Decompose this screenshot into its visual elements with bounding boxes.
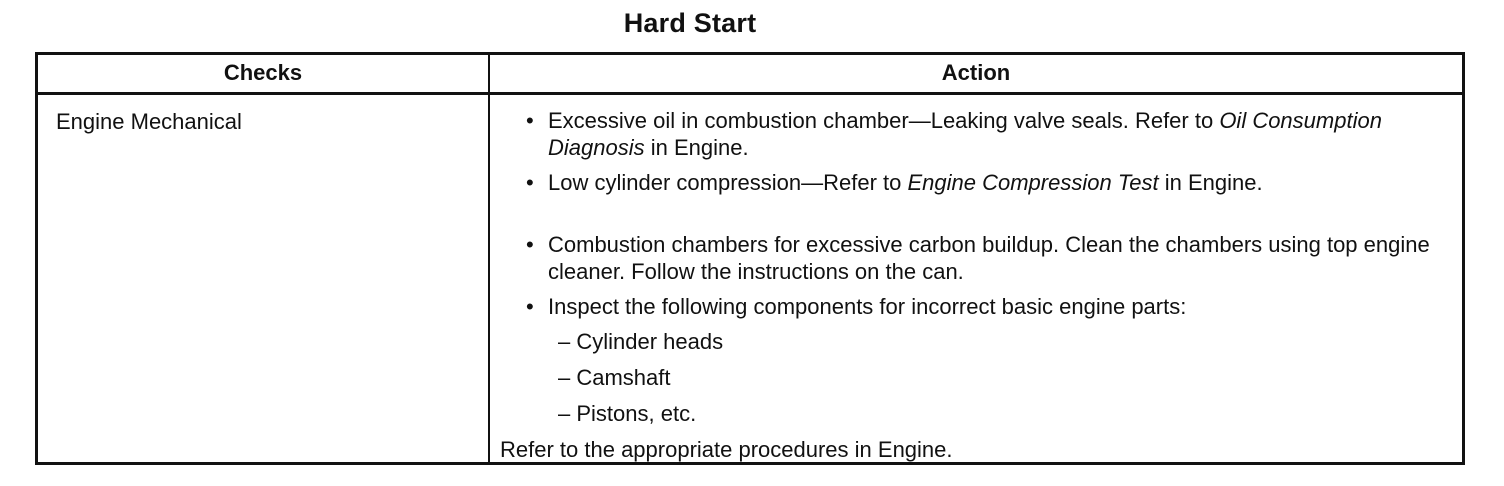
bullet-text-end: in Engine. xyxy=(644,135,749,160)
bullet-dot: • xyxy=(526,294,534,319)
action-cell xyxy=(498,107,1448,463)
header-checks: Checks xyxy=(223,60,303,85)
bullet-text-end: in Engine. xyxy=(1158,170,1263,195)
bullet-text: Combustion chambers for excessive carbon buildup. Clean the chambers using top engine cleaner. Follow the instructions on the can. xyxy=(548,232,1430,284)
spacer xyxy=(498,204,1448,231)
sub-item-camshaft: – Camshaft xyxy=(558,365,671,390)
page-title: Hard Start xyxy=(623,8,757,38)
sub-item-cylinder-heads: – Cylinder heads xyxy=(558,329,724,354)
action-bullet xyxy=(498,231,1448,285)
action-bullet xyxy=(498,107,1448,161)
bullet-dot: • xyxy=(526,108,534,133)
column-divider xyxy=(488,55,490,462)
header-action: Action xyxy=(941,60,1011,85)
bullet-italic-reference: Engine Compression Test xyxy=(907,170,1159,195)
sub-item-pistons: – Pistons, etc. xyxy=(558,401,697,426)
bullet-dot: • xyxy=(526,170,534,195)
action-bullet xyxy=(498,293,1448,320)
diagnosis-table xyxy=(35,52,1465,465)
table-header-row xyxy=(38,55,1462,95)
action-bullet xyxy=(498,169,1448,196)
bullet-text: Low cylinder compression—Refer to xyxy=(548,170,908,195)
check-cell: Engine Mechanical xyxy=(56,109,242,134)
bullet-text: Excessive oil in combustion chamber—Leaking valve seals. Refer to xyxy=(548,108,1220,133)
bullet-text: Inspect the following components for incorrect basic engine parts: xyxy=(548,294,1187,319)
bullet-italic-reference: Oil Consumption Diagnosis xyxy=(548,108,1382,160)
bullet-dot: • xyxy=(526,232,534,257)
reference-note: Refer to the appropriate procedures in Engine. xyxy=(500,437,953,462)
